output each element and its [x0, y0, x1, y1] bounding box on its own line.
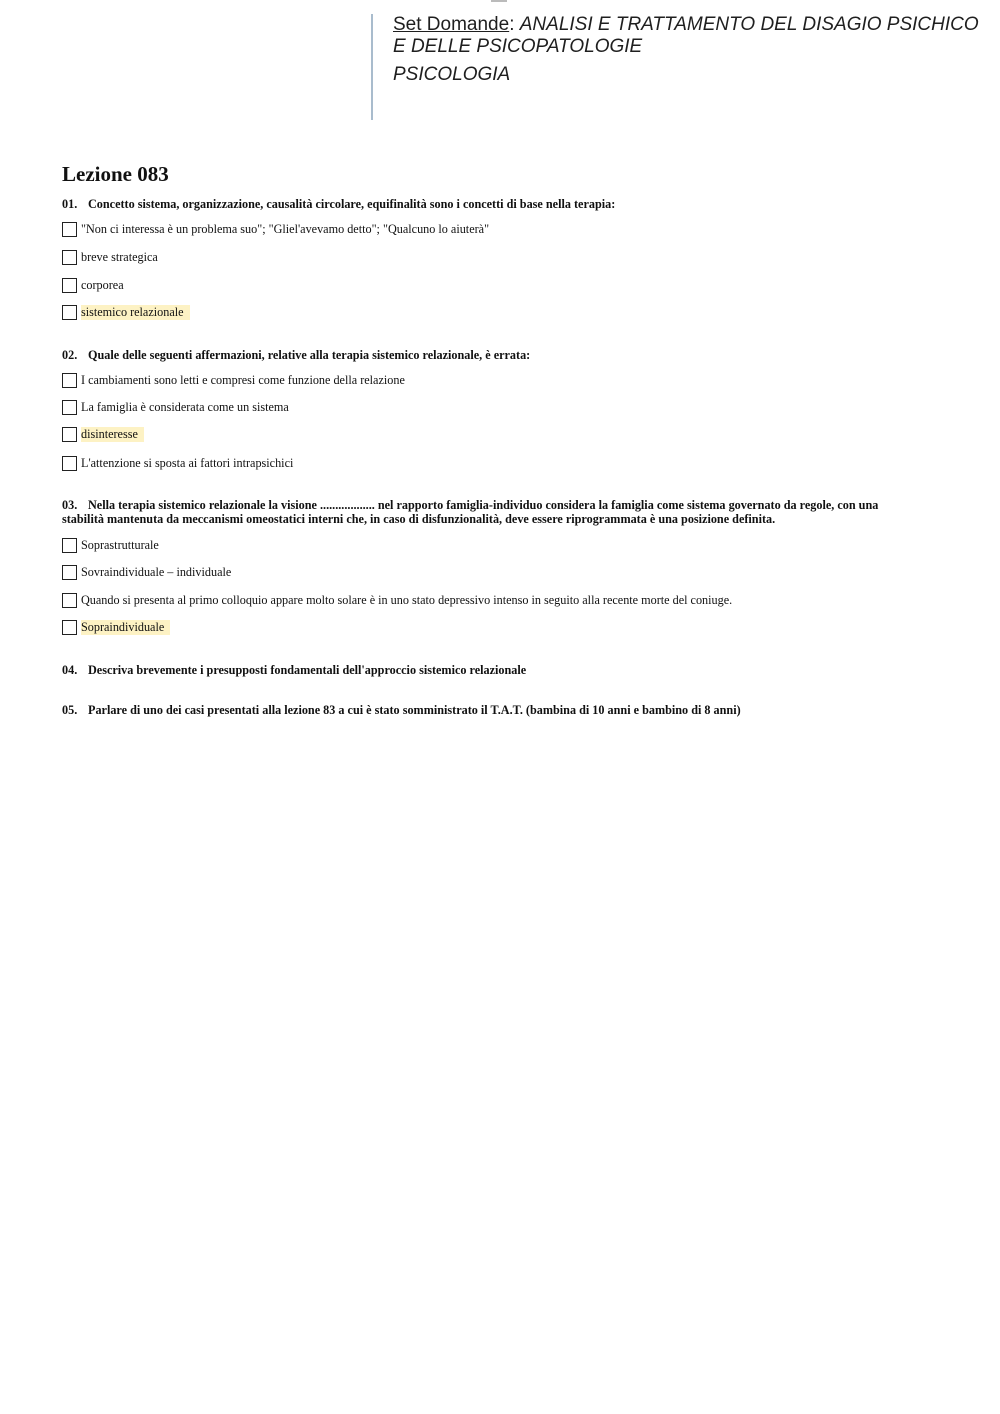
option-text: I cambiamenti sono letti e compresi come funzione della relazione	[81, 373, 405, 387]
question-number: 01.	[62, 197, 78, 211]
top-mark	[491, 0, 507, 2]
option-text: corporea	[81, 278, 124, 292]
question-number: 04.	[62, 663, 78, 677]
option-01-a[interactable]	[62, 222, 495, 237]
question-number: 05.	[62, 703, 78, 717]
answer-checkbox[interactable]	[62, 538, 77, 553]
answer-checkbox[interactable]	[62, 222, 77, 237]
question-text: Parlare di uno dei casi presentati alla lezione 83 a cui è stato somministrato il T.A.T. (bambina di 10 anni e bambino di 8 anni)	[88, 703, 741, 717]
option-text-highlighted: Sopraindividuale	[81, 620, 170, 635]
option-03-c[interactable]	[62, 593, 738, 608]
option-01-c[interactable]	[62, 278, 130, 293]
question-04	[62, 663, 902, 677]
option-text: Soprastrutturale	[81, 538, 159, 552]
option-02-b[interactable]	[62, 400, 295, 415]
question-text: Descriva brevemente i presupposti fondamentali dell'approccio sistemico relazionale	[88, 663, 527, 677]
option-text: Sovraindividuale – individuale	[81, 565, 232, 579]
option-text-highlighted: disinteresse	[81, 427, 144, 442]
answer-checkbox[interactable]	[62, 305, 77, 320]
answer-checkbox[interactable]	[62, 278, 77, 293]
question-02	[62, 348, 902, 362]
question-03	[62, 498, 902, 526]
option-text: La famiglia è considerata come un sistema	[81, 400, 289, 414]
answer-checkbox[interactable]	[62, 593, 77, 608]
option-03-b[interactable]	[62, 565, 237, 580]
answer-checkbox[interactable]	[62, 565, 77, 580]
option-text: L'attenzione si sposta ai fattori intrapsichici	[81, 456, 294, 470]
question-number: 03.	[62, 498, 78, 512]
option-03-d[interactable]	[62, 620, 170, 635]
course-title: ANALISI E TRATTAMENTO DEL DISAGIO PSICHICO E DELLE PSICOPATOLOGIE	[393, 14, 979, 57]
document-header: Set Domande: ANALISI E TRATTAMENTO DEL DISAGIO PSICHICO E DELLE PSICOPATOLOGIE PSICOLOGIA	[393, 14, 993, 86]
option-01-d[interactable]	[62, 305, 190, 320]
option-text: breve strategica	[81, 250, 158, 264]
question-number: 02.	[62, 348, 78, 362]
header-divider	[371, 14, 373, 120]
option-02-c[interactable]	[62, 427, 144, 442]
subject-label: PSICOLOGIA	[393, 64, 511, 85]
set-label: Set Domande	[393, 14, 510, 35]
lesson-title: Lezione 083	[62, 162, 169, 186]
answer-checkbox[interactable]	[62, 400, 77, 415]
option-03-a[interactable]	[62, 538, 165, 553]
question-text: Concetto sistema, organizzazione, causalità circolare, equifinalità sono i concetti di base nella terapia:	[88, 197, 616, 211]
question-text: Nella terapia sistemico relazionale la visione .................. nel rapporto famiglia-individuo considera la famiglia come sistema governato da regole, con una stabilità mantenuta da meccanismi omeostatici interni che, in caso di disfunzionalità, deve essere riprogrammata è una posizione definita.	[62, 498, 879, 526]
answer-checkbox[interactable]	[62, 456, 77, 471]
option-02-d[interactable]	[62, 456, 299, 471]
option-text: "Non ci interessa è un problema suo"; "Gliel'avevamo detto"; "Qualcuno lo aiuterà"	[81, 222, 490, 236]
answer-checkbox[interactable]	[62, 427, 77, 442]
answer-checkbox[interactable]	[62, 373, 77, 388]
answer-checkbox[interactable]	[62, 620, 77, 635]
question-text: Quale delle seguenti affermazioni, relative alla terapia sistemico relazionale, è errata:	[88, 348, 531, 362]
question-05	[62, 703, 902, 717]
option-02-a[interactable]	[62, 373, 411, 388]
option-text: Quando si presenta al primo colloquio appare molto solare è in uno stato depressivo intenso in seguito alla recente morte del coniuge.	[81, 593, 733, 607]
answer-checkbox[interactable]	[62, 250, 77, 265]
question-01	[62, 197, 902, 211]
option-01-b[interactable]	[62, 250, 164, 265]
option-text-highlighted: sistemico relazionale	[81, 305, 190, 320]
